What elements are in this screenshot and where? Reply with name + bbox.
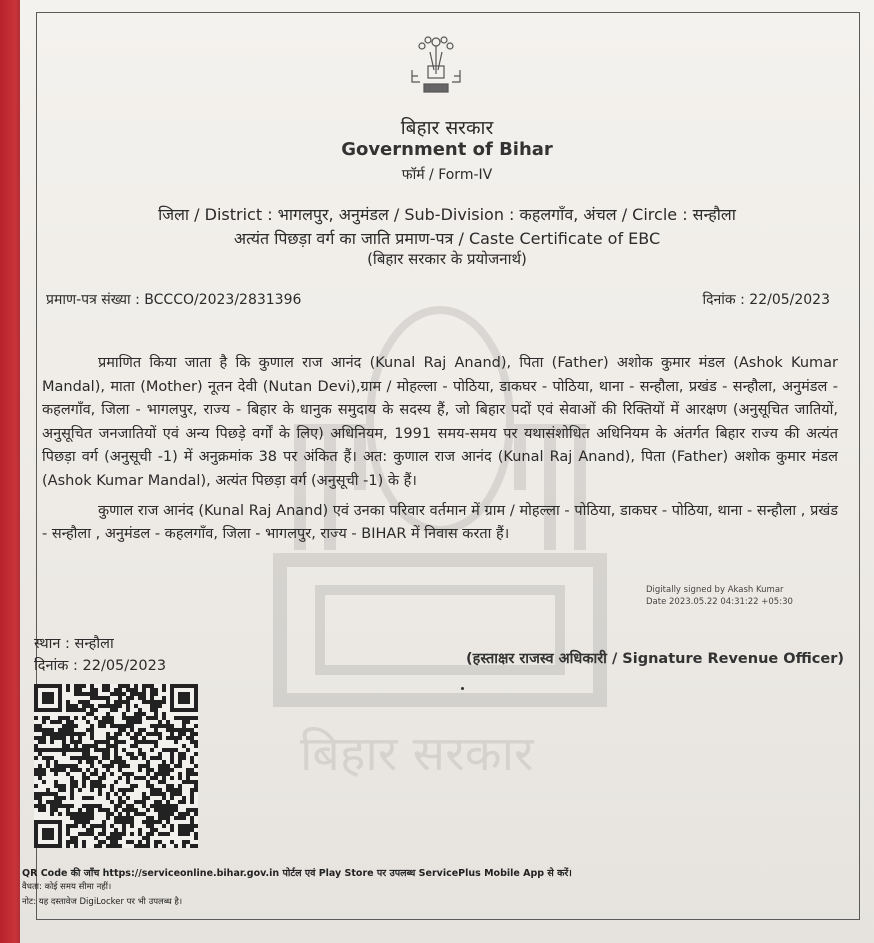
- watermark-text: बिहार सरकार: [300, 726, 534, 782]
- qr-code: [34, 684, 198, 848]
- bihar-govt-emblem-icon: [406, 30, 466, 96]
- red-background-edge: [0, 0, 22, 943]
- issue-date-label: दिनांक : 22/05/2023: [34, 658, 167, 674]
- form-number: फॉर्म / Form-IV: [401, 167, 493, 183]
- certificate-type: अत्यंत पिछड़ा वर्ग का जाति प्रमाण-पत्र / Caste Certificate of EBC: [233, 229, 661, 248]
- qr-code-icon: [34, 684, 198, 848]
- certificate-date: दिनांक : 22/05/2023: [702, 292, 830, 308]
- place-label: स्थान : सन्हौला: [34, 636, 114, 652]
- footer-validity: वैधता: कोई समय सीमा नहीं।: [22, 882, 112, 892]
- residence-paragraph: [42, 500, 838, 546]
- certificate-number: प्रमाण-पत्र संख्या : BCCCO/2023/2831396: [46, 292, 302, 308]
- certification-paragraph: [42, 352, 838, 493]
- title-hindi: बिहार सरकार: [400, 117, 494, 139]
- digital-signature-name: Digitally signed by Akash Kumar: [646, 585, 784, 595]
- signature-caption: (हस्ताक्षर राजस्व अधिकारी / Signature Revenue Officer): [466, 651, 844, 667]
- title-english: Government of Bihar: [341, 139, 553, 160]
- digital-signature-date: Date 2023.05.22 04:31:22 +05:30: [646, 597, 793, 607]
- footer-qr-note: QR Code की जाँच https://serviceonline.bihar.gov.in पोर्टल एवं Play Store पर उपलब्ध ServicePlus Mobile App से करें।: [22, 868, 572, 879]
- ink-dot: [461, 687, 464, 690]
- district-line: जिला / District : भागलपुर, अनुमंडल / Sub-Division : कहलगाँव, अंचल / Circle : सन्हौला: [158, 205, 736, 224]
- paragraph-1-text: प्रमाणित किया जाता है कि कुणाल राज आनंद (Kunal Raj Anand), पिता (Father) अशोक कुमार मंडल (Ashok Kumar Mandal), माता (Mother) नूतन देवी (Nutan Devi),ग्राम / मोहल्ला - पोठिया, डाकघर - पोठिया, थाना - सन्हौला, प्रखंड - सन्हौला, अनुमंडल - कहलगाँव, जिला - भागलपुर, राज्य - बिहार के धानुक समुदाय के सदस्य हैं, जो बिहार पदों एवं सेवाओं की रिक्तियों में आरक्षण (अनुसूचित जातियों, अनुसूचित जनजातियों एवं अन्य पिछड़े वर्गों के लिए) अधिनियम, 1991 समय-समय पर यथासंशोधित अधिनियम के अंतर्गत बिहार राज्य की अत्यंत पिछड़ा वर्ग (अनुसूची -1) में अनुक्रमांक 38 पर अंकित हैं। अत: कुणाल राज आनंद (Kunal Raj Anand), पिता (Father) अशोक कुमार मंडल (Ashok Kumar Mandal), अत्यंत पिछड़ा वर्ग (अनुसूची -1) के हैं।: [42, 355, 839, 489]
- footer-digilocker-note: नोट: यह दस्तावेज DigiLocker पर भी उपलब्ध है।: [22, 897, 183, 907]
- paragraph-2-text: कुणाल राज आनंद (Kunal Raj Anand) एवं उनका परिवार वर्तमान में ग्राम / मोहल्ला - पोठिया, डाकघर - पोठिया, थाना - सन्हौला , प्रखंड - सन्हौला , अनुमंडल - कहलगाँव, जिला - भागलपुर, राज्य - BIHAR में निवास करता हैं।: [42, 503, 838, 542]
- purpose-line: (बिहार सरकार के प्रयोजनार्थ): [367, 250, 527, 268]
- digital-signature-block: [646, 584, 793, 608]
